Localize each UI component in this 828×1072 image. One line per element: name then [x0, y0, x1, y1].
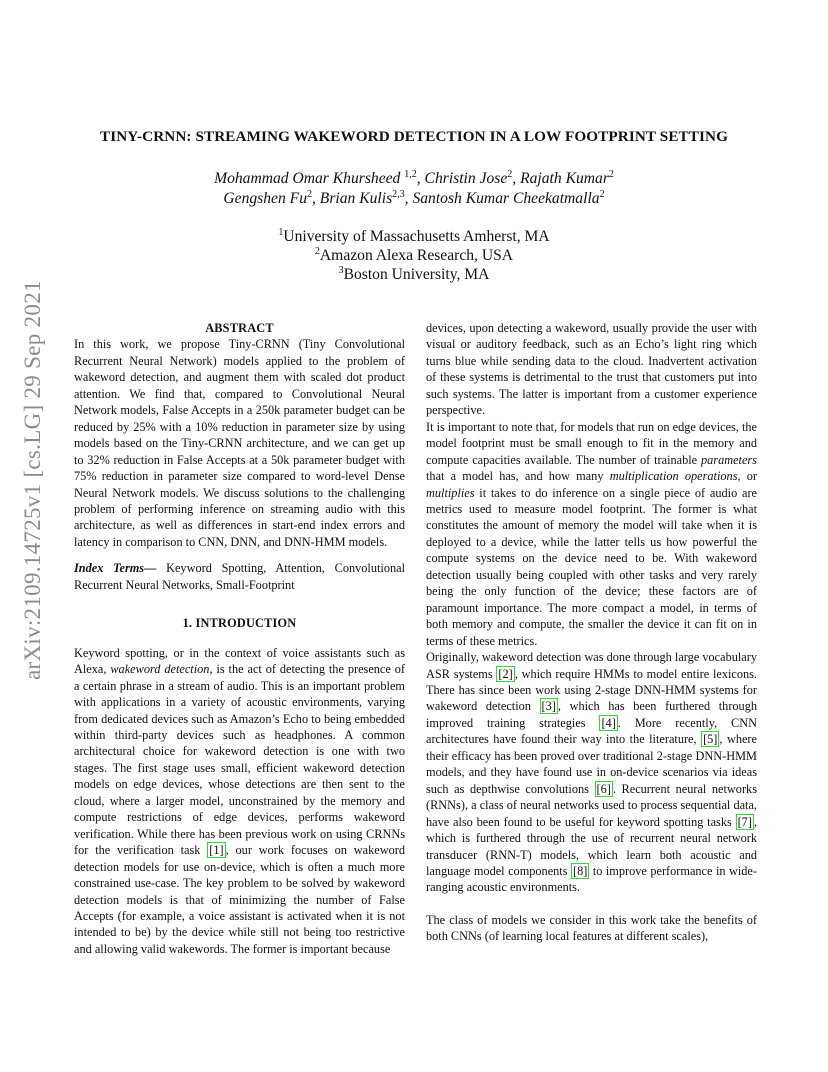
affil-name: University of Massachusetts Amherst, MA — [283, 228, 550, 245]
abstract-text: In this work, we propose Tiny-CRNN (Tiny Convolutional Recurrent Neural Network) models applied to the problem of wakeword detection, and augment them with scaled dot product attention. We find that, compared to Convolutional Neural Network models, False Accepts in a 250k parameter budget can be reduced by 25% with a 10% reduction in parameter size by using models based on the Tiny-CRNN architecture, and we can get up to 32% reduction in False Accepts at a 50k parameter budget with 75% reduction in parameter size compared to word-level Dense Neural Network models. We discuss solutions to the challenging problem of performing inference on streaming audio with this architecture, as well as differences in start-end index errors and latency in comparison to CNN, DNN, and DNN-HMM models. — [74, 337, 405, 549]
index-terms — [74, 560, 405, 593]
affiliation-list — [74, 227, 754, 284]
citation-link[interactable]: [6] — [596, 781, 611, 796]
affil-name: Boston University, MA — [343, 266, 490, 283]
author-affil-sup: 2 — [507, 169, 513, 180]
affiliation — [74, 265, 754, 284]
left-column — [74, 320, 405, 957]
author-affil-sup: 1,2 — [404, 169, 417, 180]
author-affil-sup: 2 — [307, 189, 312, 200]
affil-sup: 3 — [338, 265, 344, 276]
arxiv-identifier: arXiv:2109.14725v1 [cs.LG] 29 Sep 2021 — [20, 280, 45, 680]
author-name: Mohammad Omar Khursheed — [214, 170, 401, 187]
intro-paragraph-5: The class of models we consider in this work take the benefits of both CNNs (of learning local features at different scales), — [426, 912, 757, 944]
author-name: Christin Jose — [424, 170, 508, 187]
affil-sup: 2 — [314, 246, 320, 257]
citation-link[interactable]: [5] — [703, 732, 718, 747]
author-name: Brian Kulis — [319, 190, 393, 207]
intro-heading: 1. INTRODUCTION — [182, 616, 297, 631]
citation-link[interactable]: [4] — [601, 715, 616, 730]
affil-name: Amazon Alexa Research, USA — [319, 247, 514, 264]
author-affil-sup: 2,3 — [392, 189, 405, 200]
author-line-2: Gengshen Fu$^2$, Brian Kulis$^{2,3}$, Santosh Kumar Cheekatmalla$^2$ — [223, 189, 605, 207]
intro-paragraph-1: Keyword spotting, or in the context of voice assistants such as Alexa, wakeword detection, is the act of detecting the presence of a certain phrase in a stream of audio. This is an important problem with applications in a variety of acoustic environments, varying from dedicated devices such as Amazon’s Echo to being embedded within third-party devices such as headphones. A common architectural choice for wakeword detection is one with two stages. The first stage uses small, efficient wakeword detection models on edge devices, whose detections are then sent to the cloud, where a larger model, unconstrained by the memory and compute restrictions of edge devices, performs wakeword verification. While there has been previous work on using CRNNs for the verification task [1] , our work focuses on wakeword detection models for use on-device, which is often a much more constrained use-case. The key problem to be solved by wakeword detection models is that of minimizing the number of False Accepts (for example, a voice assistant is activated when it is not intended to be) by the device while still not being too restrictive and allowing valid wakewords. The former is important because — [74, 645, 406, 956]
author-affil-sup: 2 — [608, 169, 614, 180]
citation-link[interactable]: [3] — [541, 699, 556, 714]
author-name: Rajath Kumar — [520, 170, 609, 187]
intro-paragraph-2: devices, upon detecting a wakeword, usually provide the user with visual or auditory feedback, such as an Echo’s light ring which turns blue while sending data to the cloud. Inadvertent activation of these systems is detrimental to the trust that customers put into such systems. The latter is important from a customer experience perspective. — [426, 321, 757, 418]
citation-link[interactable]: [1] — [209, 843, 224, 858]
citation-link[interactable]: [8] — [573, 863, 588, 878]
paper-title: TINY-CRNN: STREAMING WAKEWORD DETECTION IN A LOW FOOTPRINT SETTING — [100, 128, 728, 145]
index-terms-text: Keyword Spotting, Attention, Convolutional Recurrent Neural Networks, Small-Footprint — [74, 561, 405, 592]
citation-link[interactable]: [2] — [498, 666, 513, 681]
right-column — [426, 320, 757, 945]
author-line-1: Mohammad Omar Khursheed $^{1,2}$, Christin Jose$^2$, Rajath Kumar$^2$ — [214, 169, 614, 187]
author-affil-sup: 2 — [599, 189, 605, 200]
affiliation — [74, 227, 754, 246]
intro-paragraph-4: Originally, wakeword detection was done through large vocabulary ASR systems [2] , which require HMMs to model entire lexicons. There has since been work using 2-stage DNN-HMM systems for wakeword detection [3] , which has been furthered through improved training strategies [4] . More recently, CNN architectures have found their way into the literature, [5] , where their efficacy has been proved over traditional 2-stage DNN-HMM models, and they have found use in on-device scenarios via ideas such as depthwise convolutions [6] . Recurrent neural networks (RNNs), a class of neural networks used to process sequential data, have also been found to be useful for keyword spotting tasks [7] , which is furthered through the use of recurrent neural network transducer (RNN-T) models, which learn both acoustic and language model components [8] to improve performance in wide-ranging acoustic environments. — [426, 650, 758, 895]
author-name: Gengshen Fu — [223, 190, 307, 207]
author-name: Santosh Kumar Cheekatmalla — [412, 190, 600, 207]
index-terms-lead: Index Terms— — [74, 561, 157, 576]
citation-link[interactable]: [7] — [737, 814, 752, 829]
intro-paragraph-3: It is important to note that, for models that run on edge devices, the model footprint must be small enough to fit in the memory and compute capacities available. The number of trainable parameters that a model has, and how many multiplication operations, or multiplies it takes to do inference on a single piece of audio are metrics used to measure model footprint. The former is what constitutes the amount of memory the model will take when it is deployed to a device, while the latter tells us how powerful the compute systems on the device need to be. With wakeword detection usually being coupled with other tasks and very rarely being the only function of the device; these factors are of paramount importance. The more compact a model, in terms of both memory and compute, the smaller the device it can fit on in terms of these metrics. — [426, 419, 757, 648]
author-list — [74, 169, 754, 209]
abstract-heading: ABSTRACT — [205, 321, 274, 335]
affil-sup: 1 — [278, 227, 284, 238]
affiliation — [74, 246, 754, 265]
